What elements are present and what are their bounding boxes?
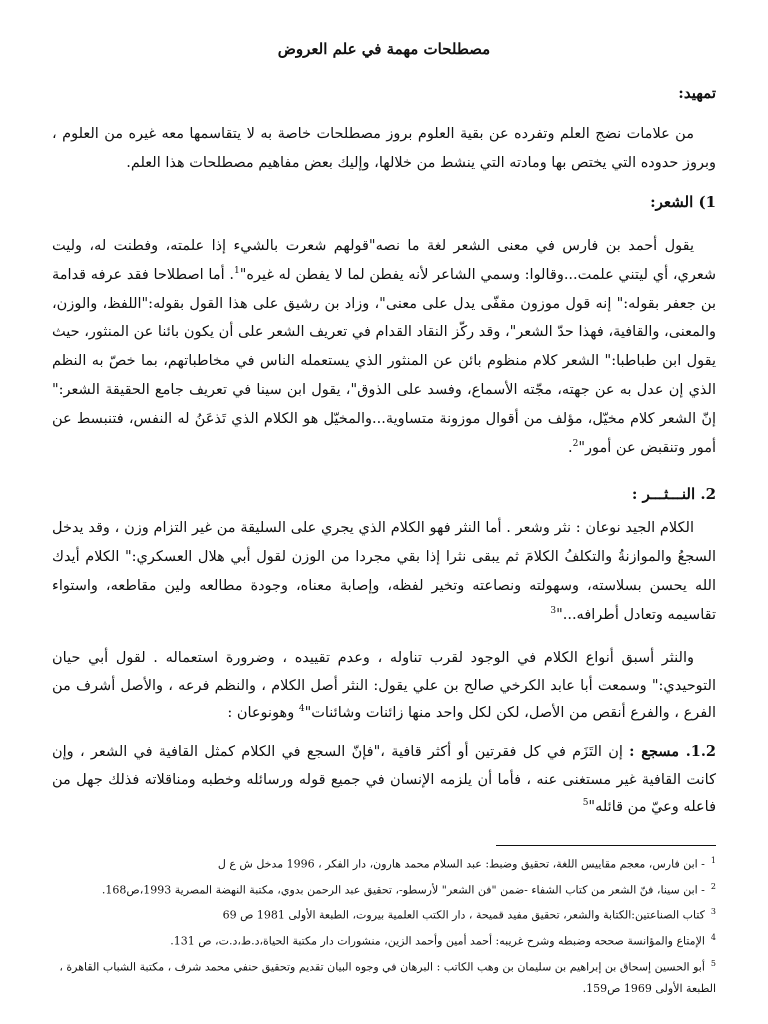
subsection-label: 1.2. مسجع :	[629, 743, 716, 760]
footnote-4: $^4$الإمتاع والمؤانسة صححه وضبطه وشرح غريبه: أحمد أمين وأحمد الزين، منشورات دار مكتبة الحياة،د.ط،د.ت، ص 131.	[170, 932, 716, 948]
footnote-ref-4: 4	[298, 704, 305, 715]
poetry-paragraph	[52, 232, 716, 462]
page-title: مصطلحات مهمة في علم العروض	[277, 40, 491, 58]
intro-heading: تمهيد:	[678, 84, 716, 102]
footnote-ref-2: 2	[572, 438, 579, 449]
footnote-ref-1: 1	[233, 265, 240, 276]
prose-paragraph-2	[52, 645, 716, 728]
prose-paragraph-1	[52, 514, 716, 630]
footnote-3: $^3$كتاب الصناعتين:الكتابة والشعر، تحقيق مفيد قميحة ، دار الكتب العلمية بيروت، الطبعة الأولى 1981 ص 69	[222, 907, 716, 922]
poetry-text-continued: . أما اصطلاحا فقد عرفه قدامة بن جعفر بقوله:" إنه قول موزون مقفّى يدل على معنى"، وزاد بن رشيق على هذا القول بقوله:"اللفظ، والوزن، والمعنى، والقافية، فهذا حدّ الشعر"، وقد ركّز النقاد القدام في تعريف الشعر على أن يكون بائنا عن المنثور، حيث يقول ابن طباطبا:" الشعر كلام منظوم بائن عن المنثور الذي يستعمله الناس في مخاطباتهم، بما خصّ به النظم الذي إن عدل به عن جهته، مجّته الأسماع، وفسد على الذوق"، يقول ابن سينا في تعريف جامع الحقيقة الشعر:" إنّ الشعر كلام مخيّل، مؤلف من أقوال موزونة متساوية...والمخيّل هو الكلام الذي تَذعَنُ له النفس، فتنبسط عن أمور وتنقبض عن أمور"	[52, 266, 716, 456]
poetry-heading: 1) الشعر:	[650, 193, 716, 211]
prose-paragraph-3	[52, 738, 716, 822]
intro-paragraph: من علامات نضج العلم وتفرده عن بقية العلوم بروز مصطلحات خاصة به لا يتقاسمها معه غيره من العلوم ، وبروز حدوده التي يختص بها ومادته التي ينشط من خلالها، وإليك بعض مفاهيم مصطلحات هذا العلم.	[52, 126, 716, 171]
prose-text-2: والنثر أسبق أنواع الكلام في الوجود لقرب تناوله ، وعدم تقييده ، وضرورة استعماله . لقول أبي حيان التوحيدي:" وسمعت أبا عابد الكرخي صالح بن علي يقول: النثر أصل الكلام ، والنظم فرعه ، والأصل أشرف من الفرع ، والفرع أنقص من الأصل، لكن لكل واحد منها زائنات وشائنات"	[52, 650, 716, 721]
footnote-ref-5: 5	[582, 798, 589, 809]
footnotes	[52, 850, 716, 1000]
prose-text-3: إن التَزَم في كل فقرتين أو أكثر قافية ،"فإنّ السجع في الكلام كمثل القافية في الشعر ، وإن كانت القافية غير مستغنى عنه ، فأما أن يلزمه الإنسان في جميع قوله ورسائله وخطبه ومناقلاته فذلك جهل من فاعله وعيّ من قائله"	[52, 744, 716, 815]
prose-text-2-end: وهونوعان :	[227, 705, 299, 721]
poetry-text: يقول أحمد بن فارس في معنى الشعر لغة ما نصه"قولهم شعرت بالشيء إذا علمته، وفطنت له، وليت شعري، أي ليتني علمت...وقالوا: وسمي الشاعر لأنه يفطن لما لا يفطن له غيره"	[52, 238, 717, 283]
footnote-1: $^1$- ابن فارس، معجم مقاييس اللغة، تحقيق وضبط: عبد السلام محمد هارون، دار الفكر ، 1996 مدخل ش ع ل	[217, 856, 716, 871]
footnote-ref-3: 3	[550, 606, 557, 617]
prose-text-1: الكلام الجيد نوعان : نثر وشعر . أما النثر فهو الكلام الذي يجري على السليقة من غير التزام وزن ، وقد يدخل السجعُ والموازنةُ والتكلفُ الكلامَ ثم يبقى نثرا إذا بقي مجردا من الوزن لقول أبي هلال العسكري:" الكلام أيدك الله يحسن بسلاسته، وسهولته ونصاعته وتخير لفظه، وإصابة معناه، وجودة مطالعه ولين مقاطعه، واستواء تقاسيمه وتعادل أطرافه..."	[52, 520, 716, 623]
document-page	[52, 0, 716, 1024]
prose-heading: 2. النـــثـــر :	[631, 485, 716, 503]
footnote-separator	[496, 845, 716, 846]
footnote-5: $^5$أبو الحسين إسحاق بن إبراهيم بن سليمان بن وهب الكاتب : البرهان في وجوه البيان تقديم وتحقيق حنفي محمد شرف ، مكتبة الشباب القاهرة ، الطبعة الأولى 1969 ص159.	[59, 958, 716, 996]
footnote-2: $^2$- ابن سينا، فنّ الشعر من كتاب الشفاء -ضمن "فن الشعر" لأرسطو-، تحقيق عبد الرحمن بدوي، مكتبة النهضة المصرية 1993،ص168.	[101, 881, 716, 897]
poetry-text-end: .	[568, 439, 573, 456]
